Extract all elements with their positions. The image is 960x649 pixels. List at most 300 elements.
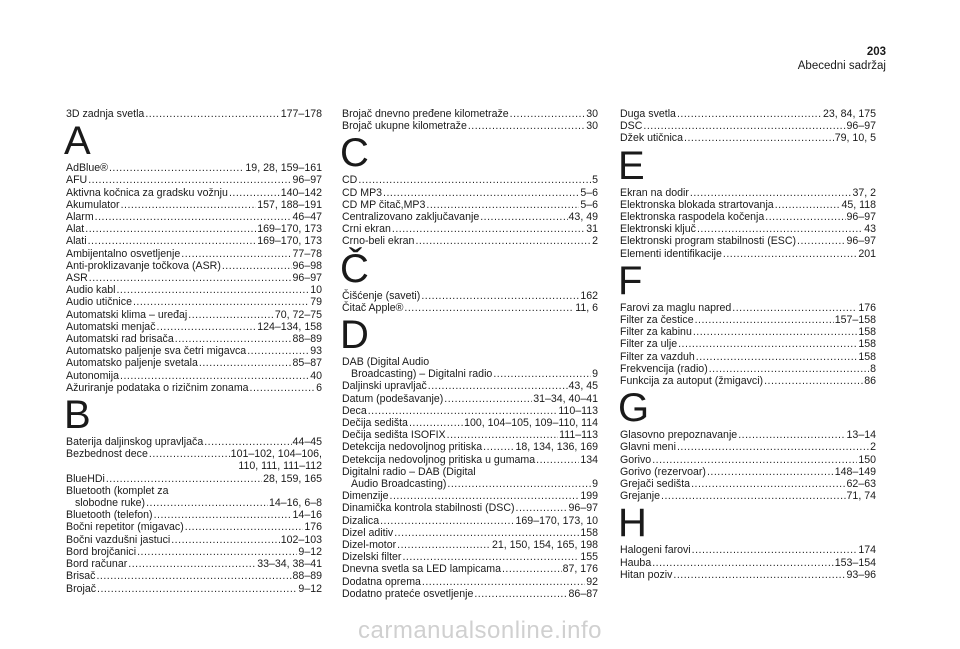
- index-entry: [66, 272, 322, 284]
- index-entry: [342, 199, 598, 211]
- index-entry: [66, 248, 322, 260]
- index-term: Alarm: [66, 211, 94, 224]
- index-term: Aktivna kočnica za gradsku vožnju: [66, 186, 228, 199]
- dot-leader: [185, 521, 304, 533]
- index-pages: 140–142: [280, 186, 322, 199]
- dot-leader: [426, 199, 579, 211]
- dot-leader: [493, 368, 591, 380]
- dot-leader: [95, 211, 292, 223]
- index-entry: [66, 260, 322, 272]
- index-pages: 201: [858, 247, 876, 260]
- index-pages: 10: [310, 284, 322, 297]
- index-pages: 158: [580, 526, 598, 539]
- index-entry: [66, 333, 322, 345]
- index-pages: 176: [858, 301, 876, 314]
- dot-leader: [116, 284, 309, 296]
- index-entry: [342, 551, 598, 563]
- index-term: 3D zadnja svetla: [66, 108, 145, 120]
- index-entry: [620, 326, 876, 338]
- index-pages: 111–113: [559, 429, 598, 442]
- index-pages: 2: [870, 441, 876, 454]
- dot-leader: [404, 302, 574, 314]
- index-entry: [66, 199, 322, 211]
- index-entry: [66, 558, 322, 570]
- dot-leader: [732, 302, 857, 314]
- dot-leader: [684, 132, 834, 144]
- dot-leader: [204, 436, 291, 448]
- section-letter: B: [64, 393, 91, 438]
- index-term: Alati: [66, 235, 87, 248]
- index-pages: 93–96: [846, 568, 876, 581]
- index-term: Čitač Apple®: [342, 301, 404, 314]
- dot-leader: [145, 108, 279, 120]
- index-term: Glasovno prepoznavanje: [620, 429, 738, 442]
- index-entry: [342, 576, 598, 588]
- index-term: Automatski klima – uređaj: [66, 308, 188, 321]
- dot-leader: [133, 296, 309, 308]
- index-term: Džek utičnica: [620, 132, 683, 145]
- index-entry: [342, 187, 598, 199]
- index-entry: [620, 314, 876, 326]
- index-pages: 2: [592, 235, 598, 248]
- index-term: AdBlue®: [66, 162, 108, 175]
- index-pages: 87, 176: [562, 563, 598, 576]
- index-entry: [342, 490, 598, 502]
- dot-leader: [109, 162, 244, 174]
- index-entry: [66, 497, 322, 509]
- dot-leader: [199, 357, 292, 369]
- index-entry: [66, 436, 322, 448]
- dot-leader: [229, 187, 280, 199]
- index-term: AFU: [66, 174, 88, 187]
- dot-leader: [409, 417, 463, 429]
- dot-leader: [96, 570, 291, 582]
- dot-leader: [154, 509, 292, 521]
- dot-leader: [516, 502, 568, 514]
- section-letter: G: [618, 386, 650, 431]
- dot-leader: [677, 441, 869, 453]
- index-term: Dizelski filter: [342, 551, 402, 564]
- index-entry: [620, 441, 876, 453]
- index-term: Detekcija nedovoljnog pritiska: [342, 441, 483, 454]
- index-entry: [620, 557, 876, 569]
- index-entry: [342, 441, 598, 453]
- index-pages: 169–170, 173: [257, 235, 322, 248]
- dot-leader: [428, 380, 568, 392]
- index-term: Alat: [66, 223, 85, 236]
- dot-leader: [247, 345, 309, 357]
- index-term: Dinamička kontrola stabilnosti (DSC): [342, 502, 515, 515]
- index-term: Baterija daljinskog upravljača: [66, 436, 204, 449]
- index-pages: 30: [586, 120, 598, 133]
- index-pages: 79, 10, 5: [834, 132, 876, 145]
- index-term: Grejanje: [620, 490, 661, 503]
- dot-leader: [447, 478, 591, 490]
- index-pages: 96–97: [568, 502, 598, 515]
- index-pages: 96–97: [292, 272, 322, 285]
- index-pages: 92: [586, 575, 598, 588]
- index-term: Elementi identifikacije: [620, 247, 722, 260]
- index-pages: 44–45: [292, 436, 322, 449]
- index-term: Elektronska blokada strartovanja: [620, 198, 774, 211]
- index-term: Dnevna svetla sa LED lampicama: [342, 563, 501, 576]
- index-term: Dizel aditiv: [342, 526, 394, 539]
- index-term: Detekcija nedovoljnog pritiska u gumama: [342, 453, 536, 466]
- index-pages: 177–178: [280, 108, 322, 120]
- index-pages: 14–16, 6–8: [268, 497, 322, 510]
- index-column-2: [342, 108, 598, 600]
- index-term: Audio kabl: [66, 284, 116, 297]
- index-pages: 100, 104–105, 109–110, 114: [464, 417, 598, 430]
- dot-leader: [175, 333, 292, 345]
- index-entry: [342, 527, 598, 539]
- index-term: Dizel-motor: [342, 539, 397, 552]
- index-entry: [342, 235, 598, 247]
- index-entry: [620, 199, 876, 211]
- dot-leader: [765, 211, 845, 223]
- index-pages: 158: [858, 326, 876, 339]
- index-term: Centralizovano zaključavanje: [342, 211, 480, 224]
- index-term: Grejači sedišta: [620, 478, 691, 491]
- index-pages: 9: [592, 368, 598, 381]
- dot-leader: [128, 558, 256, 570]
- index-pages: 176: [304, 521, 322, 534]
- dot-leader: [106, 473, 262, 485]
- dot-leader: [678, 338, 857, 350]
- index-pages: 169–170, 173: [257, 223, 322, 236]
- index-entry: [342, 223, 598, 235]
- index-entry: [620, 544, 876, 556]
- dot-leader: [764, 375, 863, 387]
- index-pages: 96–97: [846, 235, 876, 248]
- index-term: Automatski rad brisača: [66, 333, 174, 346]
- index-entry: [66, 187, 322, 199]
- index-term: Halogeni farovi: [620, 544, 691, 557]
- index-entry: [620, 363, 876, 375]
- index-term: slobodne ruke): [75, 497, 146, 510]
- index-pages: 37, 2: [852, 186, 876, 199]
- index-term: Deca: [342, 404, 367, 417]
- section-letter: Č: [340, 246, 369, 291]
- watermark: carmanualsonline.info: [358, 617, 602, 644]
- dot-leader: [502, 563, 562, 575]
- index-entry: [620, 375, 876, 387]
- index-entry: [66, 357, 322, 369]
- index-term: Hitan poziv: [620, 568, 673, 581]
- index-term: Ažuriranje podataka o rizičnim zonama: [66, 381, 249, 394]
- index-pages: 93: [310, 345, 322, 358]
- index-pages: 5: [592, 174, 598, 187]
- index-entry: [342, 290, 598, 302]
- index-pages: 157, 188–191: [257, 198, 322, 211]
- index-term: Audio utičnice: [66, 296, 132, 309]
- index-entry: [66, 473, 322, 485]
- index-entry: [66, 235, 322, 247]
- index-term: Brojač ukupne kilometraže: [342, 120, 467, 133]
- index-term: Dimenzije: [342, 490, 389, 503]
- dot-leader: [723, 248, 857, 260]
- dot-leader: [137, 546, 297, 558]
- dot-leader: [171, 534, 280, 546]
- dot-leader: [181, 248, 291, 260]
- index-pages: 169–170, 173, 10: [515, 514, 598, 527]
- dot-leader: [157, 321, 257, 333]
- index-pages: 155: [580, 551, 598, 564]
- dot-leader: [380, 515, 514, 527]
- index-entry: [342, 368, 598, 380]
- index-entry: [342, 563, 598, 575]
- dot-leader: [383, 187, 579, 199]
- index-entry: [620, 338, 876, 350]
- index-term: CD MP3: [342, 186, 383, 199]
- index-entry: [620, 187, 876, 199]
- dot-leader: [691, 478, 845, 490]
- index-term: CD: [342, 174, 358, 187]
- index-term: Frekvencija (radio): [620, 362, 708, 375]
- index-pages: 199: [580, 490, 598, 503]
- section-letter: H: [618, 501, 647, 546]
- index-pages: 158: [858, 350, 876, 363]
- index-pages: 77–78: [292, 247, 322, 260]
- index-entry: [620, 478, 876, 490]
- index-pages: 31: [586, 223, 598, 236]
- index-term: Filter za kabinu: [620, 326, 692, 339]
- index-term: Automatsko paljenje svetala: [66, 357, 198, 370]
- dot-leader: [88, 235, 257, 247]
- index-pages: 86: [864, 375, 876, 388]
- dot-leader: [421, 290, 579, 302]
- index-entry: [66, 309, 322, 321]
- index-term: Bord računar: [66, 558, 128, 571]
- index-entry: [66, 284, 322, 296]
- dot-leader: [707, 466, 834, 478]
- dot-leader: [692, 544, 858, 556]
- index-term: Dečija sedišta: [342, 417, 408, 430]
- index-entry: [342, 515, 598, 527]
- index-entry: [620, 454, 876, 466]
- index-entry: [620, 429, 876, 441]
- index-entry: [66, 583, 322, 595]
- dot-leader: [695, 314, 834, 326]
- dot-leader: [89, 272, 292, 284]
- dot-leader: [415, 235, 591, 247]
- index-entry: [620, 235, 876, 247]
- dot-leader: [468, 120, 585, 132]
- index-term: Gorivo (rezervoar): [620, 465, 706, 478]
- index-pages: 9–12: [298, 582, 322, 595]
- index-term: ASR: [66, 272, 88, 285]
- index-pages: 85–87: [292, 357, 322, 370]
- index-entry: [342, 429, 598, 441]
- index-pages: 9–12: [298, 545, 322, 558]
- dot-leader: [536, 454, 579, 466]
- index-pages: 21, 150, 154, 165, 198: [491, 539, 598, 552]
- dot-leader: [146, 497, 268, 509]
- index-term: Brojač: [66, 582, 97, 595]
- index-term: Dečija sedišta ISOFIX: [342, 429, 446, 442]
- index-pages: 30: [586, 108, 598, 120]
- section-letter: F: [618, 258, 643, 303]
- index-term: Bočni repetitor (migavac): [66, 521, 184, 534]
- dot-leader: [652, 454, 857, 466]
- index-term: Filter za vazduh: [620, 350, 695, 363]
- index-column-3: [620, 108, 876, 581]
- index-term: DSC: [620, 120, 643, 133]
- index-pages: 46–47: [292, 211, 322, 224]
- index-pages: 148–149: [834, 465, 876, 478]
- index-term: Elektronski ključ: [620, 223, 696, 236]
- index-term: Audio Broadcasting): [351, 478, 447, 491]
- dot-leader: [677, 108, 822, 120]
- index-entry: [620, 211, 876, 223]
- index-pages: 14–16: [292, 509, 322, 522]
- index-entry: [620, 132, 876, 144]
- index-entry: [66, 570, 322, 582]
- index-entry: [66, 370, 322, 382]
- index-entry: [342, 393, 598, 405]
- index-entry: [66, 345, 322, 357]
- index-term: Datum (podešavanje): [342, 392, 444, 405]
- index-pages: 33–34, 38–41: [257, 558, 322, 571]
- dot-leader: [120, 370, 309, 382]
- dot-leader: [85, 223, 256, 235]
- dot-leader: [447, 429, 558, 441]
- index-term: Ambijentalno osvetljenje: [66, 247, 181, 260]
- index-pages: 9: [592, 478, 598, 491]
- index-term: Daljinski upravljač: [342, 380, 427, 393]
- index-pages: 11, 6: [575, 301, 598, 314]
- index-pages: 157–158: [834, 314, 876, 327]
- index-term: Elektronski program stabilnosti (ESC): [620, 235, 797, 248]
- index-entry: [342, 405, 598, 417]
- index-entry: [620, 490, 876, 502]
- index-entry: [66, 162, 322, 174]
- dot-leader: [738, 429, 845, 441]
- dot-leader: [149, 448, 230, 460]
- dot-leader: [250, 382, 316, 394]
- index-entry: [66, 521, 322, 533]
- index-term: Automatski menjač: [66, 320, 156, 333]
- section-letter: D: [340, 313, 369, 358]
- dot-leader: [222, 260, 292, 272]
- dot-leader: [690, 187, 852, 199]
- dot-leader: [709, 363, 869, 375]
- index-pages: 13–14: [846, 429, 876, 442]
- index-entry: [342, 380, 598, 392]
- index-entry: [66, 108, 322, 120]
- index-entry: [66, 534, 322, 546]
- dot-leader: [368, 405, 558, 417]
- index-term: Filter za ulje: [620, 338, 678, 351]
- index-pages: 28, 159, 165: [263, 472, 322, 485]
- index-pages: 5–6: [580, 186, 598, 199]
- index-term: Glavni meni: [620, 441, 676, 454]
- index-pages: 45, 118: [841, 198, 876, 211]
- index-term: Crni ekran: [342, 223, 391, 236]
- index-pages: 134: [580, 453, 598, 466]
- dot-leader: [474, 588, 567, 600]
- dot-leader: [88, 174, 291, 186]
- index-term: Automatsko paljenje sva četri migavca: [66, 345, 247, 358]
- index-term: BlueHDi: [66, 472, 105, 485]
- dot-leader: [444, 393, 532, 405]
- index-entry: [342, 120, 598, 132]
- index-pages: 43, 45: [568, 380, 598, 393]
- index-term: Duga svetla: [620, 108, 676, 120]
- index-term: Bezbednost dece: [66, 448, 148, 461]
- index-term: Anti-proklizavanje točkova (ASR): [66, 259, 221, 272]
- index-pages: 79: [310, 296, 322, 309]
- index-pages: 8: [870, 362, 876, 375]
- index-term: Bočni vazdušni jastuci: [66, 533, 171, 546]
- index-pages: 43: [864, 223, 876, 236]
- index-entry: [66, 296, 322, 308]
- page-header: [798, 45, 886, 73]
- index-term: Funkcija za autoput (žmigavci): [620, 375, 764, 388]
- index-entry: [66, 223, 322, 235]
- index-pages: 110–113: [558, 404, 598, 417]
- index-entry: [66, 174, 322, 186]
- dot-leader: [188, 309, 274, 321]
- index-pages: 31–34, 40–41: [533, 392, 598, 405]
- index-entry: [66, 211, 322, 223]
- index-entry: [342, 302, 598, 314]
- index-pages: 153–154: [834, 556, 876, 569]
- page-number: 203: [866, 46, 886, 58]
- index-entry: [342, 454, 598, 466]
- index-pages: 40: [310, 369, 322, 382]
- index-entry: [66, 321, 322, 333]
- index-pages: 23, 84, 175: [822, 108, 876, 120]
- index-term: Brisač: [66, 570, 96, 583]
- dot-leader: [422, 576, 585, 588]
- index-term: Dodatno prateće osvetljenje: [342, 587, 474, 600]
- index-pages: 71, 74: [846, 490, 876, 503]
- index-pages: 101–102, 104–106,: [230, 448, 322, 461]
- index-pages: 18, 134, 136, 169: [515, 441, 598, 454]
- dot-leader: [97, 583, 297, 595]
- index-term: Akumulator: [66, 198, 120, 211]
- index-entry: [620, 248, 876, 260]
- index-entry: [342, 478, 598, 490]
- index-pages: 158: [858, 338, 876, 351]
- index-term: Filter za čestice: [620, 314, 694, 327]
- index-entry-continuation: DAB (Digital Audio: [342, 356, 430, 369]
- index-pages: 162: [580, 289, 598, 302]
- index-pages: 6: [316, 381, 322, 394]
- index-entry: [620, 120, 876, 132]
- dot-leader: [643, 120, 845, 132]
- dot-leader: [402, 551, 579, 563]
- index-pages: 124–134, 158: [257, 320, 322, 333]
- index-entry: [620, 302, 876, 314]
- index-pages: 70, 72–75: [274, 308, 322, 321]
- index-entry-continuation: Bluetooth (komplet za: [66, 484, 169, 497]
- dot-leader: [652, 557, 834, 569]
- index-pages: 88–89: [292, 570, 322, 583]
- dot-leader: [510, 108, 586, 120]
- dot-leader: [394, 527, 579, 539]
- index-term: Bord brojčanici: [66, 545, 137, 558]
- index-term: Broadcasting) – Digitalni radio: [351, 368, 493, 381]
- index-entry: [342, 502, 598, 514]
- index-term: Elektronska raspodela kočenja: [620, 211, 765, 224]
- dot-leader: [390, 490, 580, 502]
- index-entry: [620, 466, 876, 478]
- index-entry: [342, 588, 598, 600]
- index-pages: 5–6: [580, 198, 598, 211]
- index-term: CD MP čitač,MP3: [342, 198, 426, 211]
